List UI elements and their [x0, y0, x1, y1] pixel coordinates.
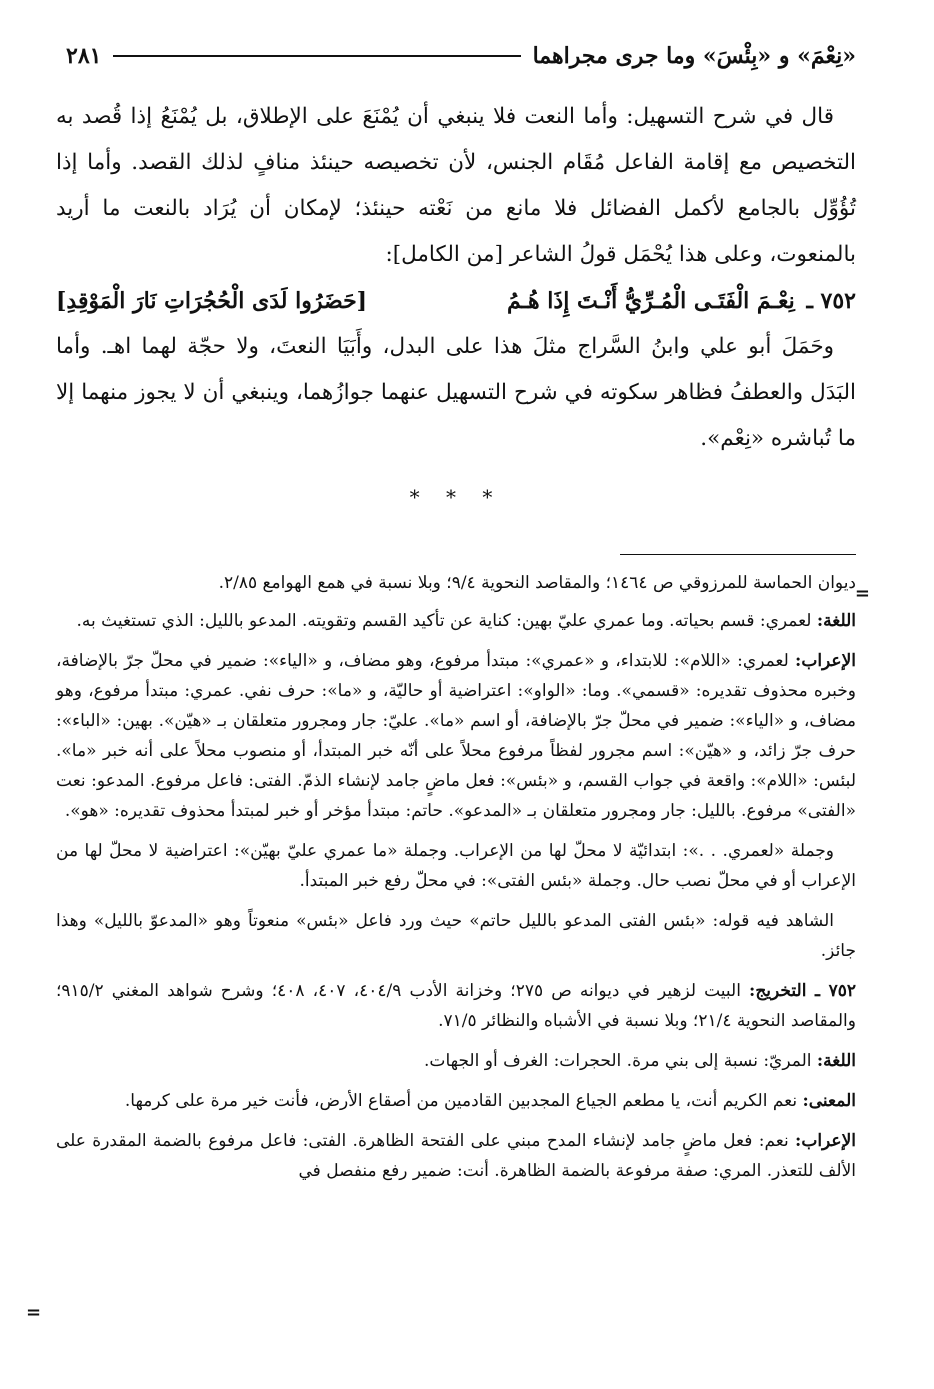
- lugha-text: لعمري: قسم بحياته. وما عمري عليّ بهين: كناية عن تأكيد القسم وتقويته. المدعو بالليل: الذي تستغيث به.: [76, 611, 817, 631]
- main-text: [56, 94, 856, 520]
- maana-label: المعنى:: [802, 1091, 856, 1111]
- footnote-maana: [56, 1086, 856, 1116]
- page-header: [56, 36, 856, 76]
- lugha-label: اللغة:: [816, 611, 856, 631]
- page-number: ٢٨١: [66, 43, 102, 69]
- continuation-mark-top: =: [854, 583, 870, 604]
- footnote-irab-2: [56, 1126, 856, 1186]
- irab-label: الإعراب:: [795, 651, 856, 671]
- running-title: «نِعْمَ» و «بِئْسَ» وما جرى مجراهما: [532, 43, 856, 69]
- footnote-takhrij-752: [56, 976, 856, 1036]
- footnote-irab-1: [56, 646, 856, 826]
- verse-first-text: نِعْـمَ الْفَتَـى الْمُـرِّيُّ أَنْـتَ إِذَا هُـمُ: [506, 288, 795, 314]
- footnote-lugha-2: [56, 1046, 856, 1076]
- footnote-lugha-1: [56, 606, 856, 636]
- takhrij-text: البيت لزهير في ديوانه ص ٢٧٥؛ وخزانة الأدب ٤٠٤/٩، ٤٠٧، ٤٠٨؛ وشرح شواهد المغني ٩١٥/٢؛ والمقاصد النحوية ٢١/٤؛ وبلا نسبة في الأشباه والنظائر ٧١/٥.: [56, 981, 856, 1031]
- continuation-mark-bottom: =: [26, 1302, 42, 1323]
- paragraph-1: قال في شرح التسهيل: وأما النعت فلا ينبغي أن يُمْنَعَ على الإطلاق، بل يُمْنَعُ إذا قُصد به التخصيص مع إقامة الفاعل مُقَام الجنس، لأن تخصيصه حينئذ منافٍ لذلك القصد. وأما إذا تُؤُوِّل بالجامع لأكمل الفضائل فلا مانع من نَعْته حينئذ؛ لإمكان أن يُرَاد بالنعت ما أريد بالمنعوت، وعلى هذا يُحْمَل قولُ الشاعر [من الكامل]:: [56, 104, 856, 267]
- footnote-jumla-1: وجملة «لعمري. . .»: ابتدائيّة لا محلّ لها من الإعراب. وجملة «ما عمري عليّ بهيّن»: اعتراضية لا محلّ لها من الإعراب أو في محلّ نصب حال. وجملة «بئس الفتى»: في محلّ رفع خبر المبتدأ.: [56, 841, 856, 891]
- maana-text: نعم الكريم أنت، يا مطعم الجياع المجدبين القادمين من أصقاع الأرض، فأنت خير مرة على كرمها.: [124, 1091, 803, 1111]
- paragraph-2: وحَمَلَ أبو علي وابنُ السَّراج مثلَ هذا على البدل، وأَبَيَا النعتَ، ولا حجّة لهما اهـ. وأما البَدَل والعطفُ فظاهر سكوته في شرح التسهيل عنهما جوازُهما، وينبغي أن لا يجوز منهما إلا ما تُباشره «نِعْم».: [56, 334, 856, 451]
- footnote-shahid-1: الشاهد فيه قوله: «بئس الفتى المدعو بالليل حاتم» حيث ورد فاعل «بئس» منعوتاً وهو «المدعوّ بالليل» وهذا جائز.: [56, 911, 856, 961]
- footnote-rule: [620, 554, 856, 555]
- section-separator: * * *: [409, 485, 503, 509]
- irab-text: لعمري: «اللام»: للابتداء، و «عمري»: مبتدأ مرفوع، وهو مضاف، و «الياء»: ضمير في محلّ جرّ بالإضافة، وخبره محذوف تقديره: «قسمي». وما: «الواو»: اعتراضية أو حاليّة، و «ما»: حرف نفي. عمري: مبتدأ مرفوع، وهو مضاف، و «الياء»: ضمير في محلّ جرّ بالإضافة، أو اسم «ما». عليّ: جار ومجرور متعلقان بـ «هيّن». بهين: «الباء»: حرف جرّ زائد، و «هيّن»: اسم مجرور لفظاً مرفوع محلاً على أنّه خبر المبتدأ، أو منصوب محلاً على أنه خبر «ما». لبئس: «اللام»: واقعة في جواب القسم، و «بئس»: فعل ماضٍ جامد لإنشاء الذمّ. الفتى: فاعل مرفوع. المدعو: نعت «الفتى» مرفوع. بالليل: جار ومجرور متعلقان بـ «المدعو». حاتم: مبتدأ مؤخر أو خبر لمبتدأ محذوف تقديره: «هو».: [56, 651, 856, 821]
- footnotes: [56, 568, 856, 1196]
- verse-first-hemistich: [507, 278, 856, 324]
- header-rule: [113, 55, 520, 57]
- irab-text: نعم: فعل ماضٍ جامد لإنشاء المدح مبني على الفتحة الظاهرة. الفتى: فاعل مرفوع بالضمة المقدرة على الألف للتعذر. المري: صفة مرفوعة بالضمة الظاهرة. أنت: ضمير رفع منفصل في: [56, 1131, 856, 1181]
- irab-label: الإعراب:: [795, 1131, 856, 1151]
- verse-number: ٧٥٢ ـ: [806, 288, 856, 314]
- book-page: [26, 36, 870, 1366]
- lugha-text: المريّ: نسبة إلى بني مرة. الحجرات: الغرف أو الجهات.: [424, 1051, 817, 1071]
- footnote-source: ديوان الحماسة للمرزوقي ص ١٤٦٤؛ والمقاصد النحوية ٩/٤؛ وبلا نسبة في همع الهوامع ٢/٨٥.: [218, 573, 856, 593]
- verse-second-hemistich: [حَضَرُوا لَدَى الْحُجُرَاتِ نَارَ الْمَوْقِدِ]: [56, 288, 368, 314]
- lugha-label: اللغة:: [816, 1051, 856, 1071]
- takhrij-label: ٧٥٢ ـ التخريج:: [749, 981, 857, 1001]
- verse-752: [56, 278, 856, 324]
